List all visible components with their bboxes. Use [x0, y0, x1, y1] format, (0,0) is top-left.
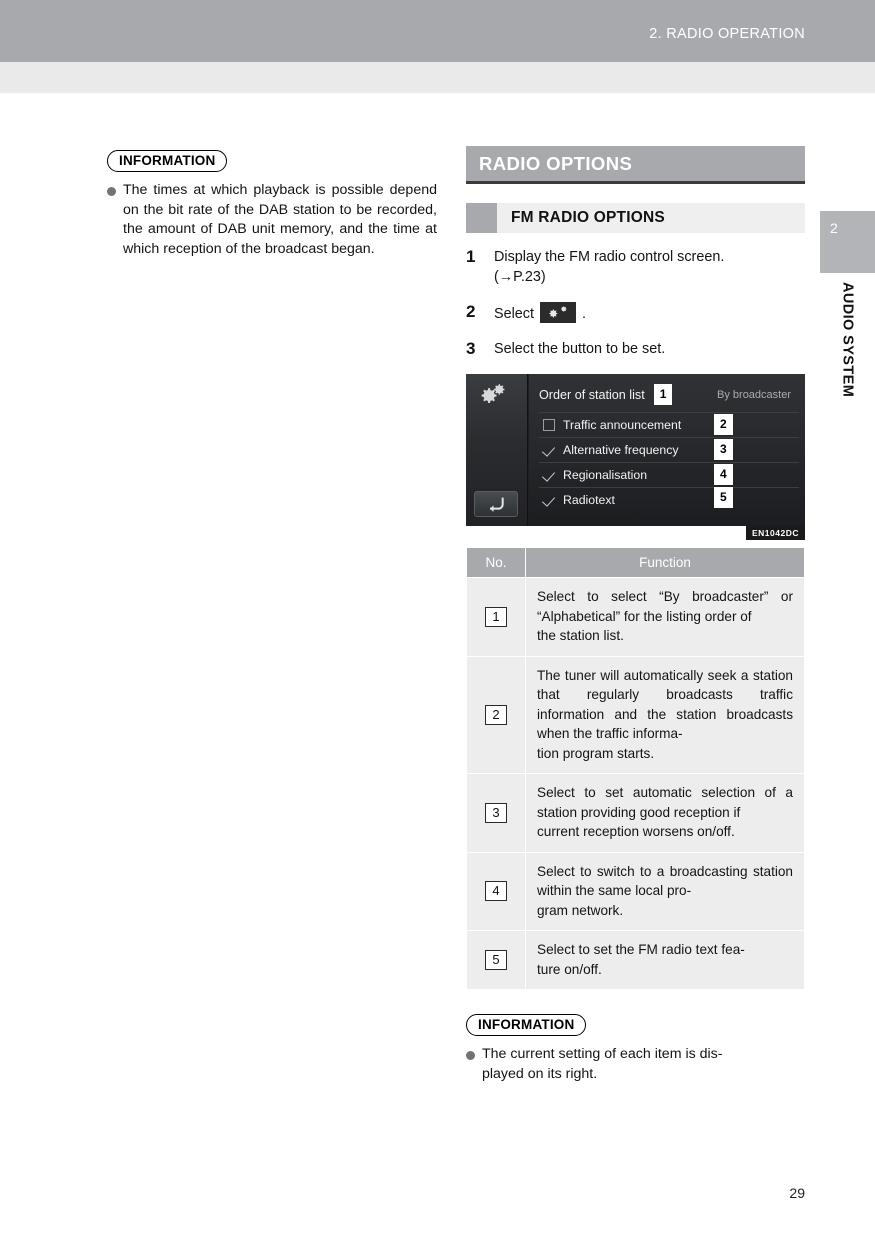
left-column: [107, 150, 437, 259]
subsection-heading-text: FM RADIO OPTIONS: [511, 209, 665, 226]
callout-2: 2: [714, 414, 733, 435]
step-2-body: [494, 302, 805, 324]
information-text-left: The times at which playback is possible depend on the bit rate of the DAB station to be recorded, the amount of DAB unit memory, and the time at which reception of the broadcast began.: [123, 182, 437, 257]
table-row: [467, 852, 805, 931]
page-number: 29: [789, 1185, 805, 1201]
step-2-number: 2: [466, 302, 476, 321]
step-3: [466, 339, 805, 359]
device-row-0-label: Order of station list: [539, 387, 645, 402]
device-main-panel: [529, 374, 805, 526]
table-row-2-no: [467, 656, 526, 774]
step-3-number: 3: [466, 339, 476, 358]
callout-4: 4: [714, 464, 733, 485]
information-text-right: [482, 1045, 723, 1084]
information-body-left: [107, 181, 437, 259]
table-row-4-function-text: Select to switch to a broadcasting station within the same local pro-: [537, 863, 793, 898]
chapter-label-text: AUDIO SYSTEM: [839, 282, 856, 398]
table-row-1-function-last: the station list.: [537, 628, 624, 643]
chapter-tab: [820, 211, 875, 273]
table-row-2-function-text: The tuner will automatically seek a station that regularly broadcasts traffic information and the station broadcasts when the traffic informa-: [537, 667, 793, 741]
table-row: [467, 656, 805, 774]
step-1-reference: (→P.23): [494, 269, 546, 285]
header-title: 2. RADIO OPERATION: [649, 26, 805, 42]
device-sidebar: [466, 374, 528, 526]
gear-icon-small: [558, 304, 568, 314]
step-1: [466, 247, 805, 287]
device-row-1-label: Traffic announcement: [563, 418, 682, 432]
subsection-heading-bar: [466, 203, 805, 233]
device-row-alternative-frequency[interactable]: [539, 437, 799, 462]
device-screenshot: [466, 374, 805, 538]
information-text-right-line1: The current setting of each item is dis-: [482, 1046, 723, 1062]
right-column: [466, 146, 805, 1084]
device-row-3-label: Regionalisation: [563, 468, 648, 482]
table-header-row: [467, 548, 805, 578]
checkbox-radiotext[interactable]: [543, 494, 555, 506]
table-header-no: No.: [467, 548, 526, 578]
table-row-3-function-last: current reception worsens on/off.: [537, 824, 735, 839]
checkbox-alternative-frequency[interactable]: [543, 444, 555, 456]
device-row-traffic-announcement[interactable]: [539, 412, 799, 437]
bullet-dot-icon: [107, 187, 116, 196]
information-block-right: [466, 1014, 805, 1084]
step-1-body: [494, 247, 805, 287]
subsection-marker: [466, 203, 497, 233]
table-row-4-no: [467, 852, 526, 931]
table-row-1-function: [526, 578, 805, 657]
chapter-label: [820, 282, 875, 422]
table-row-4-function: [526, 852, 805, 931]
table-row-5-function: [526, 931, 805, 990]
table-row-1-function-text: Select to select “By broadcaster” or “Alphabetical” for the listing order of: [537, 589, 793, 624]
step-2: [466, 302, 805, 324]
num-box-5: 5: [485, 950, 506, 970]
num-box-3: 3: [485, 803, 506, 823]
header-subbar: [0, 62, 875, 93]
callout-3: 3: [714, 439, 733, 460]
information-badge-right: INFORMATION: [466, 1014, 586, 1036]
table-row: [467, 931, 805, 990]
device-row-0-value: By broadcaster: [717, 388, 791, 401]
information-body-right: [466, 1045, 805, 1084]
table-row-1-no: [467, 578, 526, 657]
callout-5: 5: [714, 487, 733, 508]
device-row-4-label: Radiotext: [563, 493, 615, 507]
num-box-1: 1: [485, 607, 506, 627]
step-2-text-before: Select: [494, 306, 534, 322]
table-row-5-function-last: ture on/off.: [537, 961, 602, 977]
device-row-radiotext[interactable]: [539, 487, 799, 512]
gear-settings-icon[interactable]: [540, 302, 576, 323]
checkbox-traffic-announcement[interactable]: [543, 419, 555, 431]
device-row-2-label: Alternative frequency: [563, 443, 679, 457]
table-row-3-function-text: Select to set automatic selection of a station providing good reception if: [537, 785, 793, 820]
gear-settings-icon-sidebar: [480, 384, 506, 411]
device-row-order-of-station-list[interactable]: [539, 382, 799, 407]
information-text-right-line2: played on its right.: [482, 1065, 598, 1082]
section-heading-text: RADIO OPTIONS: [479, 152, 633, 174]
section-heading-rule: [466, 181, 805, 184]
table-row-3-no: [467, 774, 526, 853]
table-row-2-function: [526, 656, 805, 774]
gear-pair-icon: [480, 384, 506, 406]
information-badge-left: INFORMATION: [107, 150, 227, 172]
callout-1: 1: [654, 384, 673, 405]
back-arrow-glyph: [486, 497, 506, 512]
section-heading-bar: [466, 146, 805, 181]
image-reference-code: EN1042DC: [746, 526, 805, 540]
step-1-number: 1: [466, 247, 476, 266]
table-header-function: Function: [526, 548, 805, 578]
step-2-text-after: .: [582, 306, 586, 322]
step-1-text: Display the FM radio control screen.: [494, 249, 725, 265]
table-row-5-function-text: Select to set the FM radio text fea-: [537, 942, 745, 957]
bullet-dot-icon: [466, 1051, 475, 1060]
table-row: [467, 578, 805, 657]
table-row-4-function-last: gram network.: [537, 902, 624, 918]
step-3-text: Select the button to be set.: [494, 341, 666, 357]
page-header: [0, 0, 875, 62]
device-row-regionalisation[interactable]: [539, 462, 799, 487]
table-row: [467, 774, 805, 853]
function-table: [466, 547, 805, 990]
chapter-number: 2: [830, 220, 838, 236]
back-arrow-icon[interactable]: [474, 491, 518, 517]
table-row-3-function: [526, 774, 805, 853]
checkbox-regionalisation[interactable]: [543, 469, 555, 481]
num-box-4: 4: [485, 881, 506, 901]
num-box-2: 2: [485, 705, 506, 725]
table-row-5-no: [467, 931, 526, 990]
table-row-2-function-last: tion program starts.: [537, 745, 655, 761]
